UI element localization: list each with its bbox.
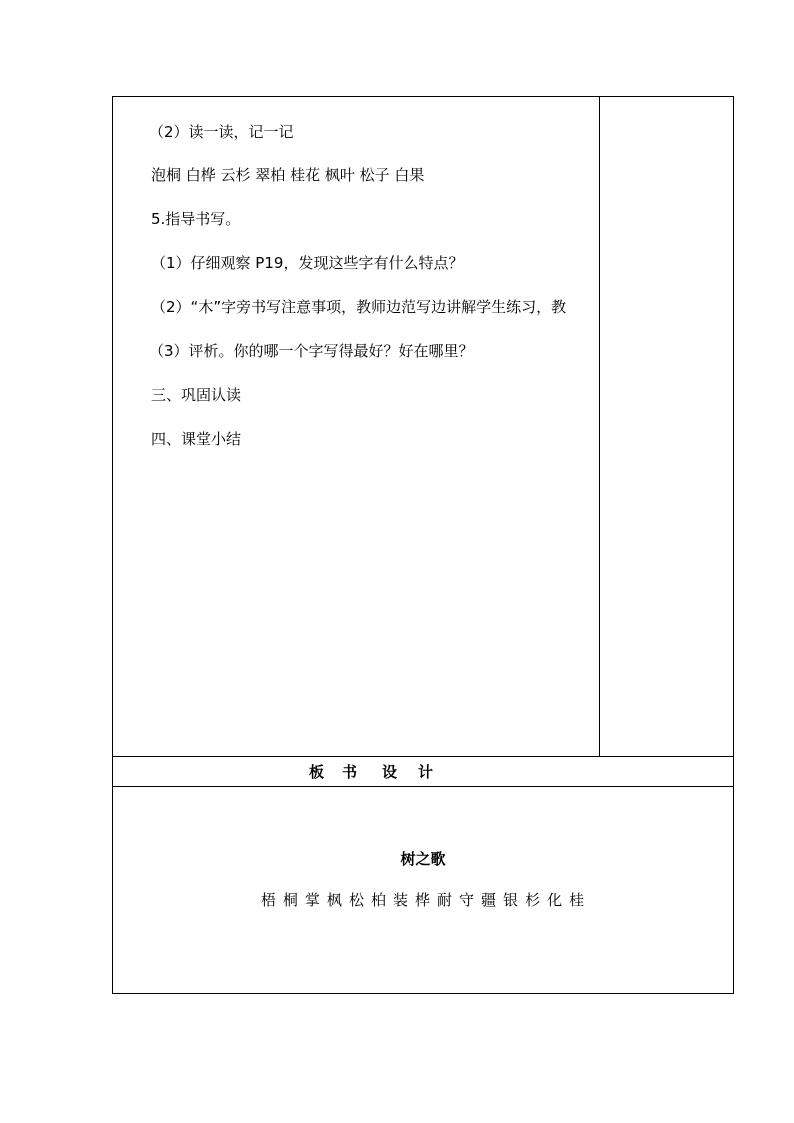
content-line-5: （2）“木”字旁书写注意事项，教师边范写边讲解学生练习，教 — [151, 298, 567, 316]
board-char: 装 — [392, 891, 409, 909]
content-line-1: （2）读一读，记一记 — [149, 123, 294, 141]
content-line-4: （1）仔细观察 P19，发现这些字有什么特点？ — [151, 254, 464, 272]
board-char: 梧 — [260, 891, 277, 909]
board-design-header — [113, 757, 733, 787]
board-char: 桐 — [282, 891, 299, 909]
board-char: 守 — [459, 891, 476, 909]
content-line-6: （3）评析。你的哪一个字写得最好？好在哪里？ — [149, 342, 474, 360]
board-char: 银 — [503, 891, 520, 909]
content-line-8: 四、课堂小结 — [151, 430, 242, 448]
heading-char: 书 — [342, 763, 358, 781]
board-char: 枫 — [326, 891, 343, 909]
content-line-7: 三、巩固认读 — [151, 386, 242, 404]
board-design-heading — [309, 762, 433, 782]
board-char: 桂 — [569, 891, 586, 909]
heading-char: 板 — [309, 763, 325, 781]
board-char: 杉 — [525, 891, 542, 909]
content-line-2: 泡桐 白桦 云杉 翠柏 桂花 枫叶 松子 白果 — [151, 166, 425, 184]
board-char: 柏 — [370, 891, 387, 909]
board-char: 松 — [348, 891, 365, 909]
board-character-list — [113, 890, 733, 910]
heading-char: 设 — [382, 763, 398, 781]
board-char: 耐 — [437, 891, 454, 909]
board-title: 树之歌 — [400, 850, 446, 868]
board-char: 桦 — [414, 891, 431, 909]
lesson-table — [112, 96, 734, 994]
board-design-cell — [113, 787, 733, 993]
heading-char: 计 — [418, 763, 434, 781]
lesson-content-cell — [113, 97, 600, 757]
notes-cell — [600, 97, 733, 757]
board-char: 掌 — [304, 891, 321, 909]
board-char: 化 — [547, 891, 564, 909]
content-line-3: 5.指导书写。 — [151, 210, 241, 228]
board-char: 疆 — [481, 891, 498, 909]
